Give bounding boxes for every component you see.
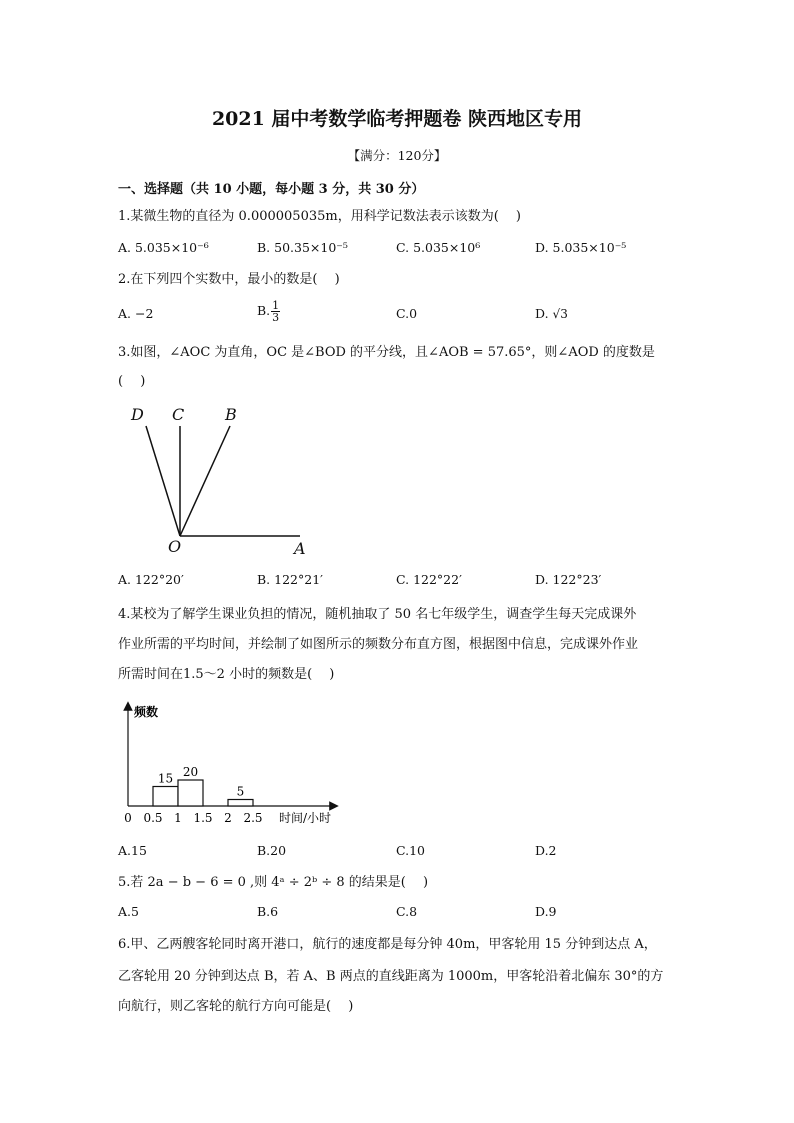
q5-option-c: C.8: [396, 904, 418, 919]
x-tick-label: 1: [174, 811, 182, 825]
histogram-bar: [228, 800, 253, 807]
q2-option-c: C.0: [396, 306, 418, 321]
full-score-note: 【满分：120分】: [347, 148, 447, 163]
question-3-stem: 3.如图，∠AOC 为直角，OC 是∠BOD 的平分线，且∠AOB = 57.65°，则∠AOD 的度数是: [118, 345, 655, 360]
q4-option-d: D.2: [535, 843, 557, 858]
x-tick-label: 2.5: [243, 811, 263, 825]
section-heading: 一、选择题（共 10 小题，每小题 3 分，共 30 分）: [118, 182, 425, 197]
question-2-stem: 2.在下列四个实数中，最小的数是( ): [118, 272, 340, 287]
label-d: D: [131, 405, 144, 424]
q3-option-c: C. 122°22′: [396, 572, 462, 587]
q3-option-a: A. 122°20′: [118, 572, 184, 587]
x-tick-label: 0.5: [143, 811, 163, 825]
q2-option-d: [535, 306, 568, 321]
q1-option-d: D. 5.035×10⁻⁵: [535, 240, 627, 255]
q4-option-a: A.15: [118, 843, 147, 858]
question-3-stem-cont: ( ): [118, 374, 146, 389]
question-4-stem-cont2: 所需时间在1.5～2 小时的频数是( ): [118, 667, 335, 682]
x-tick-label: 2: [224, 811, 232, 825]
question-4-stem-cont: 作业所需的平均时间，并绘制了如图所示的频数分布直方图，根据图中信息，完成课外作业: [118, 637, 639, 652]
x-tick-label: 1.5: [193, 811, 213, 825]
q1-option-a: A. 5.035×10⁻⁶: [118, 240, 209, 255]
q2-option-d-label: D.: [535, 306, 549, 321]
bar-data-label: 20: [182, 765, 199, 779]
page-title: 2021 届中考数学临考押题卷 陕西地区专用: [211, 108, 583, 130]
q2-option-b: [257, 300, 280, 323]
ray-od: [146, 426, 180, 536]
sqrt-three: √3: [552, 307, 568, 321]
x-tick-label: 0: [124, 811, 132, 825]
ray-ob: [180, 426, 230, 536]
label-c: C: [172, 405, 185, 424]
question-4-stem: 4.某校为了解学生课业负担的情况，随机抽取了 50 名七年级学生，调查学生每天完成课外: [118, 607, 637, 622]
bar-data-label: 5: [236, 784, 245, 799]
angle-figure: [118, 398, 328, 558]
q4-option-c: C.10: [396, 843, 425, 858]
q2-option-b-label: B.: [257, 303, 271, 318]
question-1-stem: 1.某微生物的直径为 0.000005035m，用科学记数法表示该数为( ): [118, 209, 521, 224]
histogram-chart: [116, 700, 346, 832]
question-6-stem-cont: 乙客轮用 20 分钟到达点 B，若 A、B 两点的直线距离为 1000m，甲客轮沿着北偏东 30°的方: [118, 969, 664, 984]
q3-option-d: D. 122°23′: [535, 572, 602, 587]
q1-option-c: C. 5.035×10⁶: [396, 240, 481, 255]
question-6-stem: 6.甲、乙两艘客轮同时离开港口，航行的速度都是每分钟 40m，甲客轮用 15 分钟到达点 A，: [118, 937, 657, 952]
x-axis-label: 时间/小时: [279, 811, 332, 825]
histogram-bar: [178, 780, 203, 806]
q5-option-b: B.6: [257, 904, 279, 919]
label-a: A: [294, 539, 306, 558]
question-6-stem-cont2: 向航行，则乙客轮的航行方向可能是( ): [118, 999, 354, 1014]
q2-option-a: A. −2: [118, 306, 154, 321]
q1-option-b: B. 50.35×10⁻⁵: [257, 240, 348, 255]
histogram-bar: [153, 787, 178, 807]
q3-option-b: B. 122°21′: [257, 572, 323, 587]
fraction-one-third: $\frac{1}{3}$: [272, 299, 280, 324]
question-5-stem: 5.若 2a − b − 6 = 0 ,则 4ᵃ ÷ 2ᵇ ÷ 8 的结果是( ): [118, 875, 429, 890]
label-o: O: [168, 537, 182, 556]
bar-data-label: 15: [157, 771, 174, 786]
q5-option-a: A.5: [118, 904, 139, 919]
label-b: B: [225, 405, 237, 424]
y-axis-label: 频数: [134, 705, 159, 719]
q5-option-d: D.9: [535, 904, 557, 919]
q4-option-b: B.20: [257, 843, 287, 858]
